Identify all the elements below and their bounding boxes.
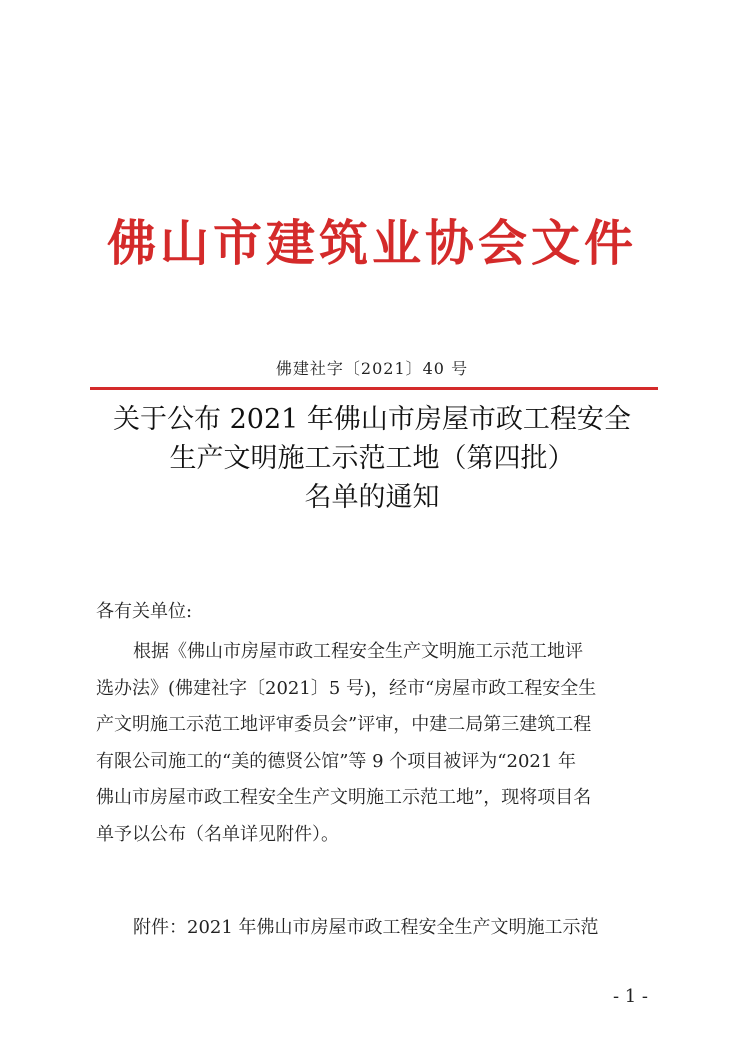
notice-title-line: 生产文明施工示范工地（第四批） bbox=[169, 443, 575, 474]
page-number: - 1 - bbox=[612, 986, 648, 1007]
notice-title-line: 关于公布 2021 年佛山市房屋市政工程安全 bbox=[113, 404, 631, 435]
notice-title bbox=[60, 400, 684, 517]
body-line: 产文明施工示范工地评审委员会”评审，中建二局第三建筑工程 bbox=[96, 714, 592, 735]
notice-title-line: 名单的通知 bbox=[304, 482, 440, 513]
body-line: 单予以公布（名单详见附件）。 bbox=[96, 823, 339, 845]
body-line: 佛山市房屋市政工程安全生产文明施工示范工地”，现将项目名 bbox=[96, 787, 592, 808]
body-line: 有限公司施工的“美的德贤公馆”等 9 个项目被评为“2021 年 bbox=[96, 750, 577, 772]
body-line: 选办法》(佛建社字〔2021〕5 号)，经市“房屋市政工程安全生 bbox=[96, 677, 597, 699]
document-number: 佛建社字〔2021〕40 号 bbox=[275, 359, 469, 378]
body-line: 根据《佛山市房屋市政工程安全生产文明施工示范工地评 bbox=[133, 641, 583, 662]
body-paragraph bbox=[96, 634, 651, 853]
red-divider-line bbox=[90, 387, 658, 390]
attachment-line: 附件：2021 年佛山市房屋市政工程安全生产文明施工示范 bbox=[133, 917, 599, 938]
salutation: 各有关单位: bbox=[96, 601, 193, 622]
org-header-title: 佛山市建筑业协会文件 bbox=[106, 214, 637, 272]
